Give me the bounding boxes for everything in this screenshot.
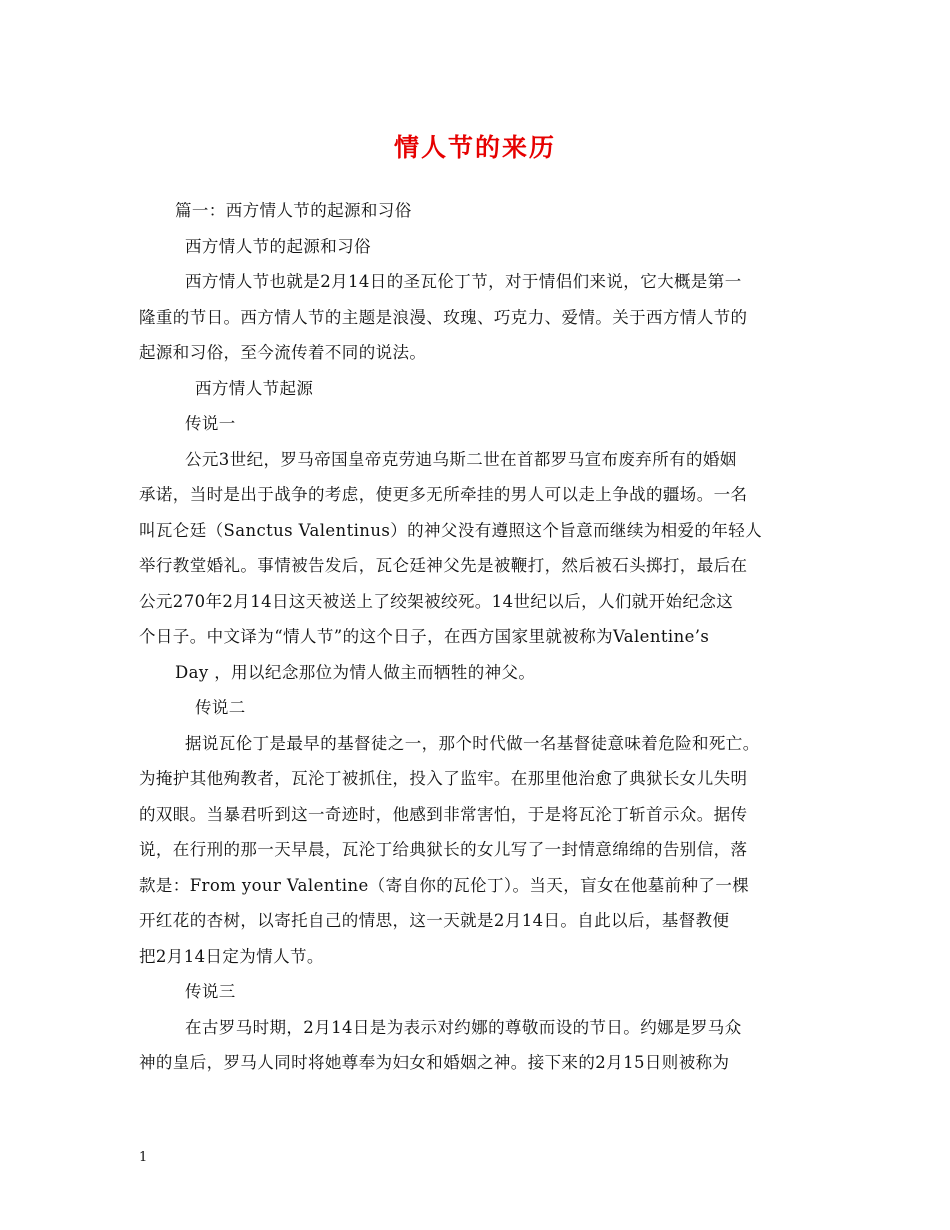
paragraph-line: 公元270年2月14日这天被送上了绞架被绞死。14世纪以后，人们就开始纪念这 xyxy=(139,591,734,611)
subheading: 西方情人节的起源和习俗 xyxy=(185,236,371,256)
paragraph-line: 的双眼。当暴君听到这一奇迹时，他感到非常害怕，于是将瓦沦丁斩首示众。据传 xyxy=(139,804,748,824)
paragraph-line: 个日子。中文译为“情人节”的这个日子，在西方国家里就被称为Valentine’s xyxy=(139,627,710,646)
paragraph-line: 叫瓦仑廷（Sanctus Valentinus）的神父没有遵照这个旨意而继续为相爱的年轻人 xyxy=(139,520,763,540)
paragraph-line: 承诺，当时是出于战争的考虑，使更多无所牵挂的男人可以走上争战的疆场。一名 xyxy=(139,485,748,504)
document-body xyxy=(139,203,815,1091)
legend-heading: 传说二 xyxy=(195,698,246,717)
paragraph-line: 为掩护其他殉教者，瓦沦丁被抓住，投入了监牢。在那里他治愈了典狱长女儿失明 xyxy=(139,769,748,788)
paragraph-line: 说，在行刑的那一天早晨，瓦沦丁给典狱长的女儿写了一封情意绵绵的告别信，落 xyxy=(139,840,748,859)
paragraph-line: 隆重的节日。西方情人节的主题是浪漫、玫瑰、巧克力、爱情。关于西方情人节的 xyxy=(139,307,748,327)
paragraph-line: 公元3世纪，罗马帝国皇帝克劳迪乌斯二世在首都罗马宣布废弃所有的婚姻 xyxy=(185,449,737,469)
paragraph-line: 西方情人节也就是2月14日的圣瓦伦丁节，对于情侣们来说，它大概是第一 xyxy=(185,272,742,291)
paragraph-line: 举行教堂婚礼。事情被告发后，瓦仑廷神父先是被鞭打，然后被石头掷打，最后在 xyxy=(139,556,748,575)
paragraph-line: Day ，用以纪念那位为情人做主而牺牲的神父。 xyxy=(175,662,536,682)
legend-heading: 传说三 xyxy=(185,982,236,1001)
paragraph-line: 据说瓦伦丁是最早的基督徒之一，那个时代做一名基督徒意味着危险和死亡。 xyxy=(185,733,760,753)
paragraph-line: 在古罗马时期，2月14日是为表示对约娜的尊敬而设的节日。约娜是罗马众 xyxy=(185,1017,742,1037)
page-number: 1 xyxy=(139,1150,148,1165)
legend-heading: 传说一 xyxy=(185,414,236,433)
subheading: 西方情人节起源 xyxy=(195,378,314,398)
paragraph-line: 开红花的杏树，以寄托自己的情思，这一天就是2月14日。自此以后，基督教便 xyxy=(139,911,730,930)
paragraph-line: 神的皇后，罗马人同时将她尊奉为妇女和婚姻之神。接下来的2月15日则被称为 xyxy=(139,1053,730,1072)
paragraph-line: 起源和习俗，至今流传着不同的说法。 xyxy=(139,343,427,362)
paragraph-line: 把2月14日定为情人节。 xyxy=(139,946,324,966)
document-title: 情人节的来历 xyxy=(393,133,556,162)
section-heading: 篇一：西方情人节的起源和习俗 xyxy=(175,201,412,220)
paragraph-line: 款是：From your Valentine（寄自你的瓦伦丁）。当天，盲女在他墓前种了一棵 xyxy=(139,875,750,895)
